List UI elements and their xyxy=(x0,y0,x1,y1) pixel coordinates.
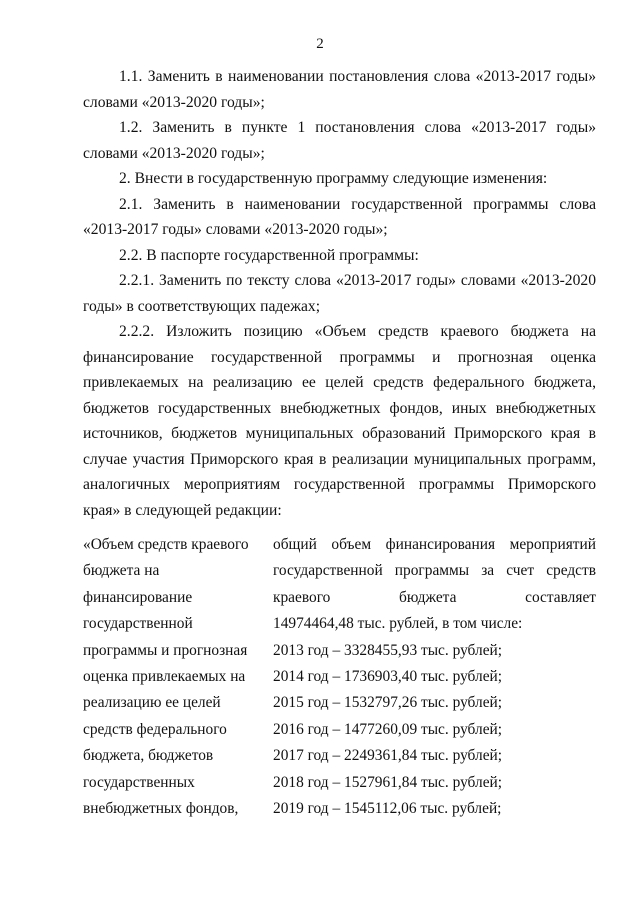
year-amount-line: 2015 год – 1532797,26 тыс. рублей; xyxy=(273,694,503,712)
body-text xyxy=(83,64,596,523)
year-amount-line: 2019 год – 1545112,06 тыс. рублей; xyxy=(273,799,502,817)
position-value-line: общий объем финансирования мероприятий xyxy=(273,536,596,553)
year-amount-line: 2014 год – 1736903,40 тыс. рублей; xyxy=(273,667,503,685)
year-amount-line: 2018 год – 1527961,84 тыс. рублей; xyxy=(273,773,503,791)
table-row xyxy=(83,534,596,560)
table-row xyxy=(83,745,596,771)
paragraph-1-1: 1.1. Заменить в наименовании постановления слова «2013-2017 годы» словами «2013-2020 годы»; xyxy=(83,68,596,111)
page-number: 2 xyxy=(316,36,324,52)
position-name-line: государственных xyxy=(83,773,195,791)
position-name-line: оценка привлекаемых на xyxy=(83,667,246,685)
paragraph-2-2: 2.2. В паспорте государственной программы: xyxy=(119,246,419,264)
table-row xyxy=(83,666,596,692)
table-row xyxy=(83,613,596,639)
position-name-line: средств федерального xyxy=(83,720,227,738)
table-row xyxy=(83,560,596,586)
position-name-line: государственной xyxy=(83,615,193,633)
position-name-line: внебюджетных фондов, xyxy=(83,799,239,817)
position-name-line: бюджета, бюджетов xyxy=(83,747,214,765)
position-name-line: «Объем средств краевого xyxy=(83,536,249,553)
table-row xyxy=(83,798,596,824)
paragraph-2-2-1: 2.2.1. Заменить по тексту слова «2013-2017 годы» словами «2013-2020 годы» в соответствующих падежах; xyxy=(83,272,596,315)
year-amount-line: 2013 год – 3328455,93 тыс. рублей; xyxy=(273,641,503,659)
paragraph-2-1: 2.1. Заменить в наименовании государственной программы слова «2013-2017 годы» словами «2013-2020 годы»; xyxy=(83,195,596,238)
paragraph-2-2-2: 2.2.2. Изложить позицию «Объем средств краевого бюджета на финансирование государственной программы и прогнозная оценка привлекаемых на реализацию ее целей средств федерального бюджета, бюджетов государственных внебюджетных фондов, иных внебюджетных источников, бюджетов муниципальных образований Приморского края в случае участия Приморского края в реализации муниципальных программ, аналогичных мероприятиям государственной программы Приморского края» в следующей редакции: xyxy=(83,323,596,519)
position-name-line: программы и прогнозная xyxy=(83,641,248,659)
table-row xyxy=(83,719,596,745)
position-name-line: бюджета на xyxy=(83,562,160,580)
paragraph-1-2: 1.2. Заменить в пункте 1 постановления слова «2013-2017 годы» словами «2013-2020 годы»; xyxy=(83,119,596,162)
table-row xyxy=(83,640,596,666)
position-table xyxy=(83,534,596,824)
position-name-line: финансирование xyxy=(83,588,193,606)
position-name-line: реализацию ее целей xyxy=(83,694,221,712)
table-row xyxy=(83,587,596,613)
year-amount-line: 2017 год – 2249361,84 тыс. рублей; xyxy=(273,747,503,765)
table-row xyxy=(83,692,596,718)
position-value-line: государственной программы за счет средств xyxy=(273,562,596,580)
table-row xyxy=(83,772,596,798)
position-value-line: краевого бюджета составляет xyxy=(273,588,596,606)
year-amount-line: 2016 год – 1477260,09 тыс. рублей; xyxy=(273,720,503,738)
paragraph-2: 2. Внести в государственную программу следующие изменения: xyxy=(119,170,548,187)
position-value-line: 14974464,48 тыс. рублей, в том числе: xyxy=(273,615,523,633)
